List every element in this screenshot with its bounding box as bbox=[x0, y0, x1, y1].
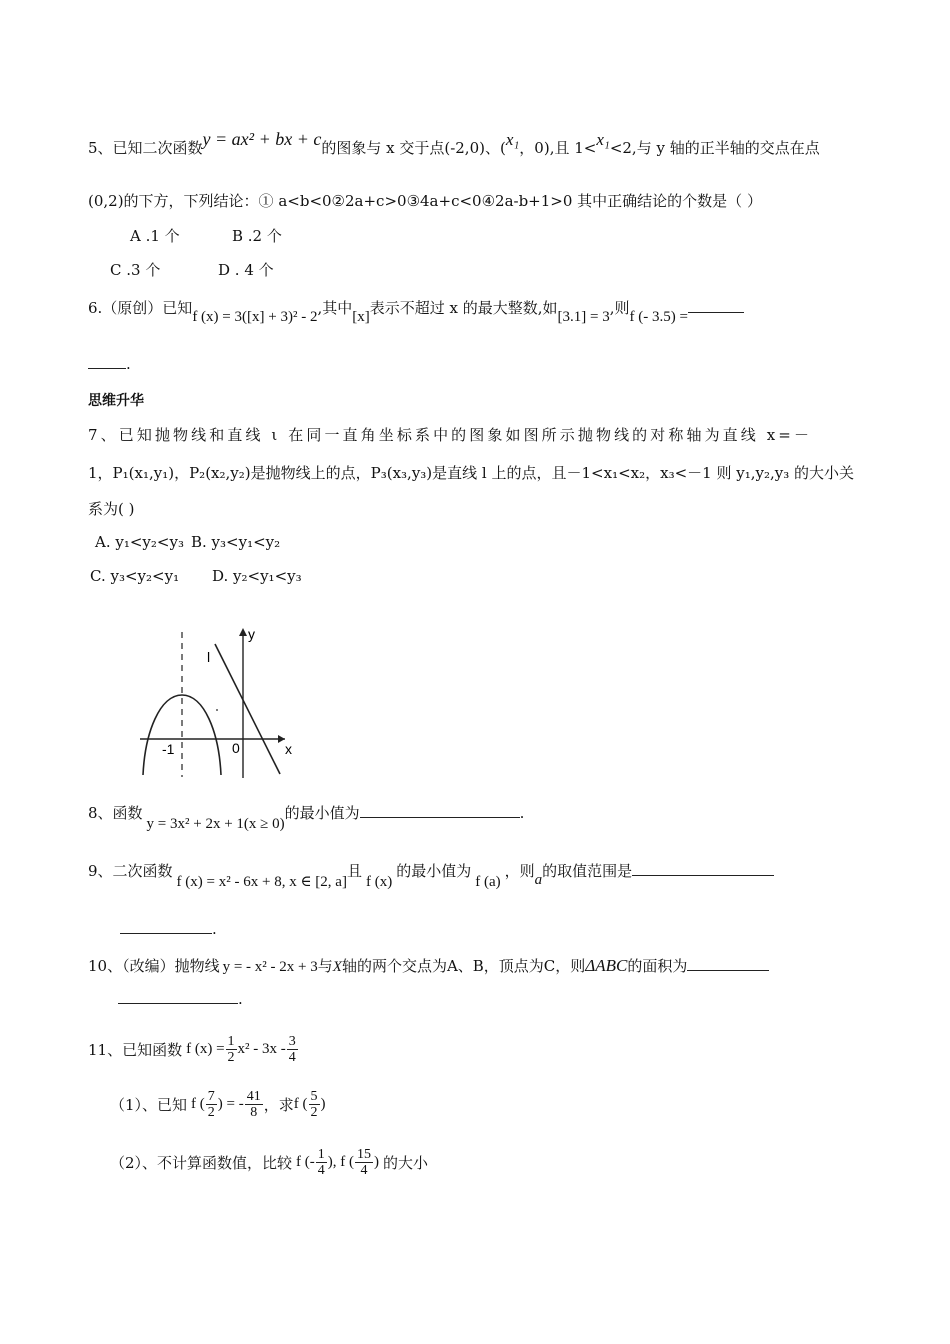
dot-mark bbox=[216, 709, 218, 711]
q10-formula: y = - x² - 2x + 3 bbox=[222, 959, 318, 975]
q8-formula: y = 3x² + 2x + 1(x ≥ 0) bbox=[146, 816, 285, 832]
q5-option-c: C .3 个 bbox=[110, 261, 161, 279]
q11-p2-frac-1-4: $\frac{1}{4}$ bbox=[317, 1146, 325, 1178]
q6-answer-blank-2 bbox=[88, 368, 126, 369]
q6-formula: f (x) = 3([x] + 3)² - 2 bbox=[192, 309, 318, 325]
graph-label-x: x bbox=[285, 741, 292, 757]
q6-line2: . bbox=[88, 355, 131, 373]
q7-graph bbox=[135, 622, 300, 780]
graph-label-l: l bbox=[207, 649, 211, 665]
q10-line2: . bbox=[118, 990, 243, 1008]
q10-answer-blank-2 bbox=[118, 1003, 238, 1004]
q5-line2: (0,2)的下方，下列结论：① a<b<0②2a+c>0③4a+c<0④2a-b+1>0 其中正确结论的个数是（ ） bbox=[88, 192, 762, 210]
x-axis-arrow bbox=[278, 735, 285, 743]
q11-p1-frac-41-8: $\frac{41}{8}$ bbox=[246, 1088, 261, 1120]
q6-ask: f (- 3.5) = bbox=[629, 309, 688, 325]
graph-label-neg1: -1 bbox=[162, 741, 175, 757]
q7-line1: 7、已知抛物线和直线 ι 在同一直角坐标系中的图象如图所示抛物线的对称轴为直线 x=－ bbox=[88, 426, 813, 444]
q7-line3: 系为( ) bbox=[88, 500, 135, 518]
q11-frac-three-quarters: $\frac{3}{4}$ bbox=[288, 1033, 296, 1065]
q7-option-a: A. y₁<y₂<y₃ bbox=[95, 533, 184, 551]
q10-answer-blank bbox=[687, 970, 769, 971]
q11-p2-frac-15-4: $\frac{15}{4}$ bbox=[357, 1146, 372, 1178]
q9-line2: . bbox=[120, 920, 217, 938]
q7-option-c: C. y₃<y₂<y₁ bbox=[90, 567, 180, 585]
q5-formula: y = ax² + bx + c bbox=[202, 129, 322, 149]
q10-line: 10、（改编）抛物线 y = - x² - 2x + 3与X轴的两个交点为A、B，顶点为C，则ΔABC的面积为 bbox=[88, 955, 769, 976]
line-l bbox=[215, 644, 280, 774]
y-axis-arrow bbox=[239, 628, 247, 636]
q7-option-d: D. y₂<y₁<y₃ bbox=[212, 567, 302, 585]
q5-option-d: D . 4 个 bbox=[218, 261, 274, 279]
q8-answer-blank bbox=[360, 817, 520, 818]
q9-answer-blank-2 bbox=[120, 933, 212, 934]
q5-option-b: B .2 个 bbox=[232, 227, 282, 245]
q8-line: 8、函数y = 3x² + 2x + 1(x ≥ 0)的最小值为 . bbox=[88, 804, 525, 832]
q7-line2: 1，P₁(x₁,y₁)，P₂(x₂,y₂)是抛物线上的点，P₃(x₃,y₃)是直线 l 上的点，且－1<x₁<x₂，x₃<－1 则 y₁,y₂,y₃ 的大小关 bbox=[88, 464, 855, 482]
q11-p1-frac-5-2: $\frac{5}{2}$ bbox=[310, 1088, 318, 1120]
q7-option-b: B. y₃<y₁<y₂ bbox=[191, 533, 281, 551]
q9-answer-blank bbox=[632, 875, 774, 876]
q9-formula: f (x) = x² - 6x + 8, x ∈ [2, a] bbox=[176, 874, 347, 890]
q5-option-a: A .1 个 bbox=[130, 227, 180, 245]
graph-label-origin: 0 bbox=[232, 740, 240, 756]
section-heading: 思维升华 bbox=[88, 393, 144, 409]
graph-label-y: y bbox=[248, 626, 255, 642]
q6-answer-blank bbox=[688, 312, 744, 313]
q11-part1: （1）、已知 f ( $\frac{7}{2}$ ) = - $\frac{41}{8}$ ，求 f ( $\frac{5}{2}$ ) bbox=[110, 1088, 326, 1120]
q11-line: 11、已知函数 f (x) = $\frac{1}{2}$ x² - 3x - $\frac{3}{4}$ bbox=[88, 1033, 296, 1065]
q5-line1: 5、已知二次函数y = ax² + bx + c的图象与 x 交于点(-2,0)、(x₁，0),且 1<x₁<2,与 y 轴的正半轴的交点在点 bbox=[88, 129, 820, 157]
q11-frac-half: $\frac{1}{2}$ bbox=[227, 1033, 235, 1065]
q9-line: 9、二次函数f (x) = x² - 6x + 8, x ∈ [2, a]且f (x)的最小值为f (a)，则a的取值范围是 bbox=[88, 860, 774, 881]
q11-p1-frac-7-2: $\frac{7}{2}$ bbox=[207, 1088, 215, 1120]
q11-part2: （2）、不计算函数值，比较 f (- $\frac{1}{4}$ ), f ( $\frac{15}{4}$ ) 的大小 bbox=[110, 1146, 429, 1178]
q6-line: 6.（原创）已知f (x) = 3([x] + 3)² - 2,其中[x]表示不超过 x 的最大整数,如[3.1] = 3,则f (- 3.5) = bbox=[88, 297, 744, 318]
